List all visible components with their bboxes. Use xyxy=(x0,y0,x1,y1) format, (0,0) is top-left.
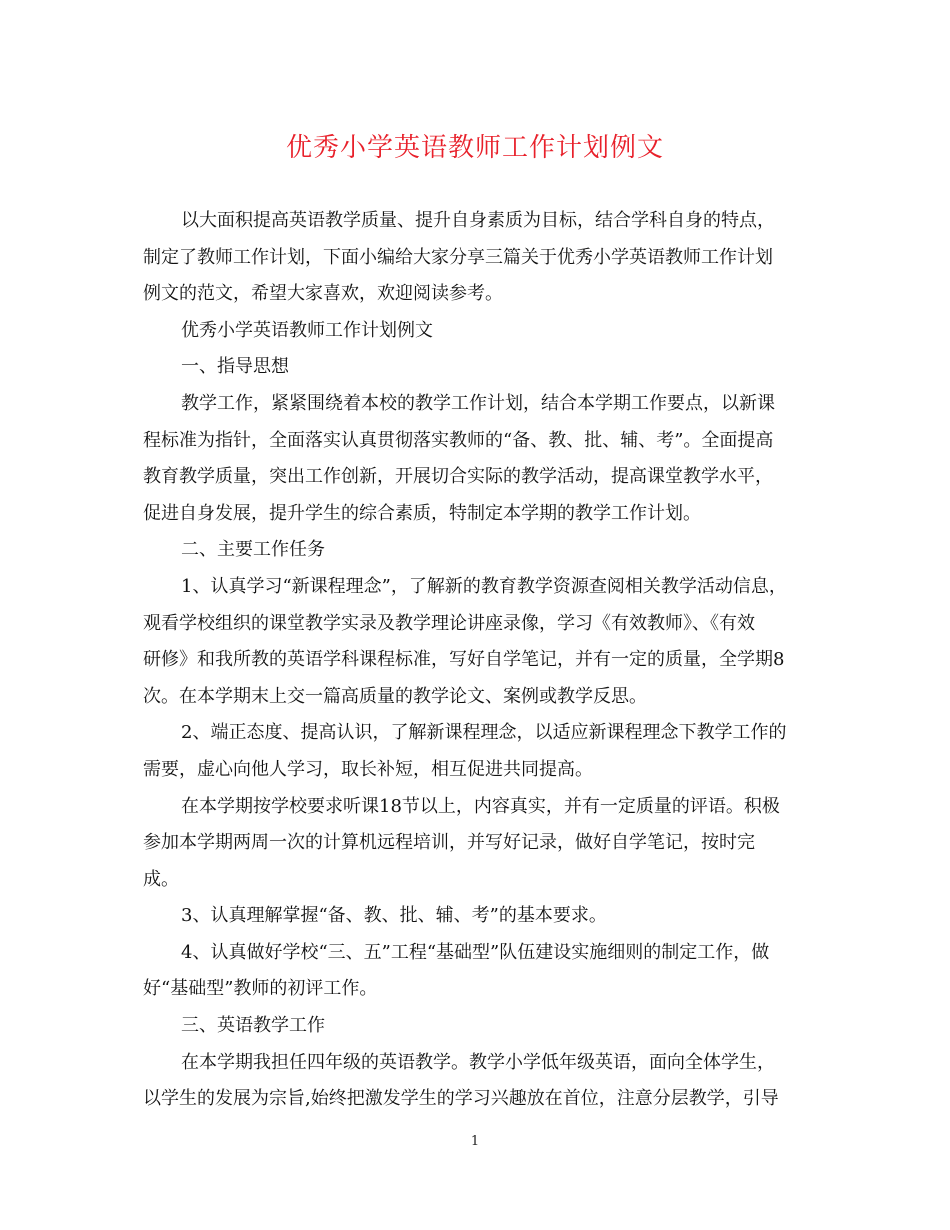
page-number: 1 xyxy=(470,1134,480,1149)
document-title: 优秀小学英语教师工作计划例文 xyxy=(285,133,664,163)
paragraph-line: 以学生的发展为宗旨,始终把激发学生的学习兴趣放在首位，注意分层教学，引导 xyxy=(143,1088,779,1110)
section-heading: 一、指导思想 xyxy=(181,356,289,378)
paragraph-line: 以大面积提高英语教学质量、提升自身素质为目标，结合学科自身的特点， xyxy=(181,210,775,231)
paragraph-line: 1、认真学习“新课程理念”，了解新的教育教学资源查阅相关教学活动信息， xyxy=(181,575,787,597)
paragraph-line: 研修》和我所教的英语学科课程标准，写好自学笔记，并有一定的质量，全学期8 xyxy=(143,649,785,671)
paragraph-line: 好“基础型”教师的初评工作。 xyxy=(143,978,378,1000)
paragraph-line: 需要，虚心向他人学习，取长补短，相互促进共同提高。 xyxy=(143,758,593,780)
section-subtitle: 优秀小学英语教师工作计划例文 xyxy=(181,319,433,341)
paragraph-line: 程标准为指针，全面落实认真贯彻落实教师的“备、教、批、辅、考”。全面提高 xyxy=(143,429,774,451)
section-heading: 二、主要工作任务 xyxy=(181,539,325,561)
paragraph-line: 参加本学期两周一次的计算机远程培训，并写好记录，做好自学笔记，按时完 xyxy=(143,832,755,854)
paragraph-line: 3、认真理解掌握“备、教、批、辅、考”的基本要求。 xyxy=(181,905,607,927)
section-heading: 三、英语教学工作 xyxy=(181,1015,325,1037)
paragraph-line: 观看学校组织的课堂教学实录及教学理论讲座录像，学习《有效教师》、《有效 xyxy=(143,612,755,634)
paragraph-line: 次。在本学期末上交一篇高质量的教学论文、案例或教学反思。 xyxy=(143,685,647,707)
paragraph-line: 2、端正态度、提高认识，了解新课程理念，以适应新课程理念下教学工作的 xyxy=(181,722,787,744)
paragraph-line: 例文的范文，希望大家喜欢，欢迎阅读参考。 xyxy=(143,283,503,305)
document-body xyxy=(143,203,809,1118)
paragraph-line: 促进自身发展，提升学生的综合素质，特制定本学期的教学工作计划。 xyxy=(143,502,701,524)
paragraph-line: 在本学期按学校要求听课18节以上，内容真实，并有一定质量的评语。积极 xyxy=(181,795,780,817)
paragraph-line: 在本学期我担任四年级的英语教学。教学小学低年级英语，面向全体学生， xyxy=(181,1051,775,1073)
paragraph-line: 制定了教师工作计划，下面小编给大家分享三篇关于优秀小学英语教师工作计划 xyxy=(143,246,773,268)
paragraph-line: 4、认真做好学校“三、五”工程“基础型”队伍建设实施细则的制定工作，做 xyxy=(181,941,770,963)
paragraph-line: 成。 xyxy=(143,868,179,890)
paragraph-line: 教育教学质量，突出工作创新，开展切合实际的教学活动，提高课堂教学水平， xyxy=(143,466,773,488)
paragraph-line: 教学工作，紧紧围绕着本校的教学工作计划，结合本学期工作要点，以新课 xyxy=(181,392,775,414)
